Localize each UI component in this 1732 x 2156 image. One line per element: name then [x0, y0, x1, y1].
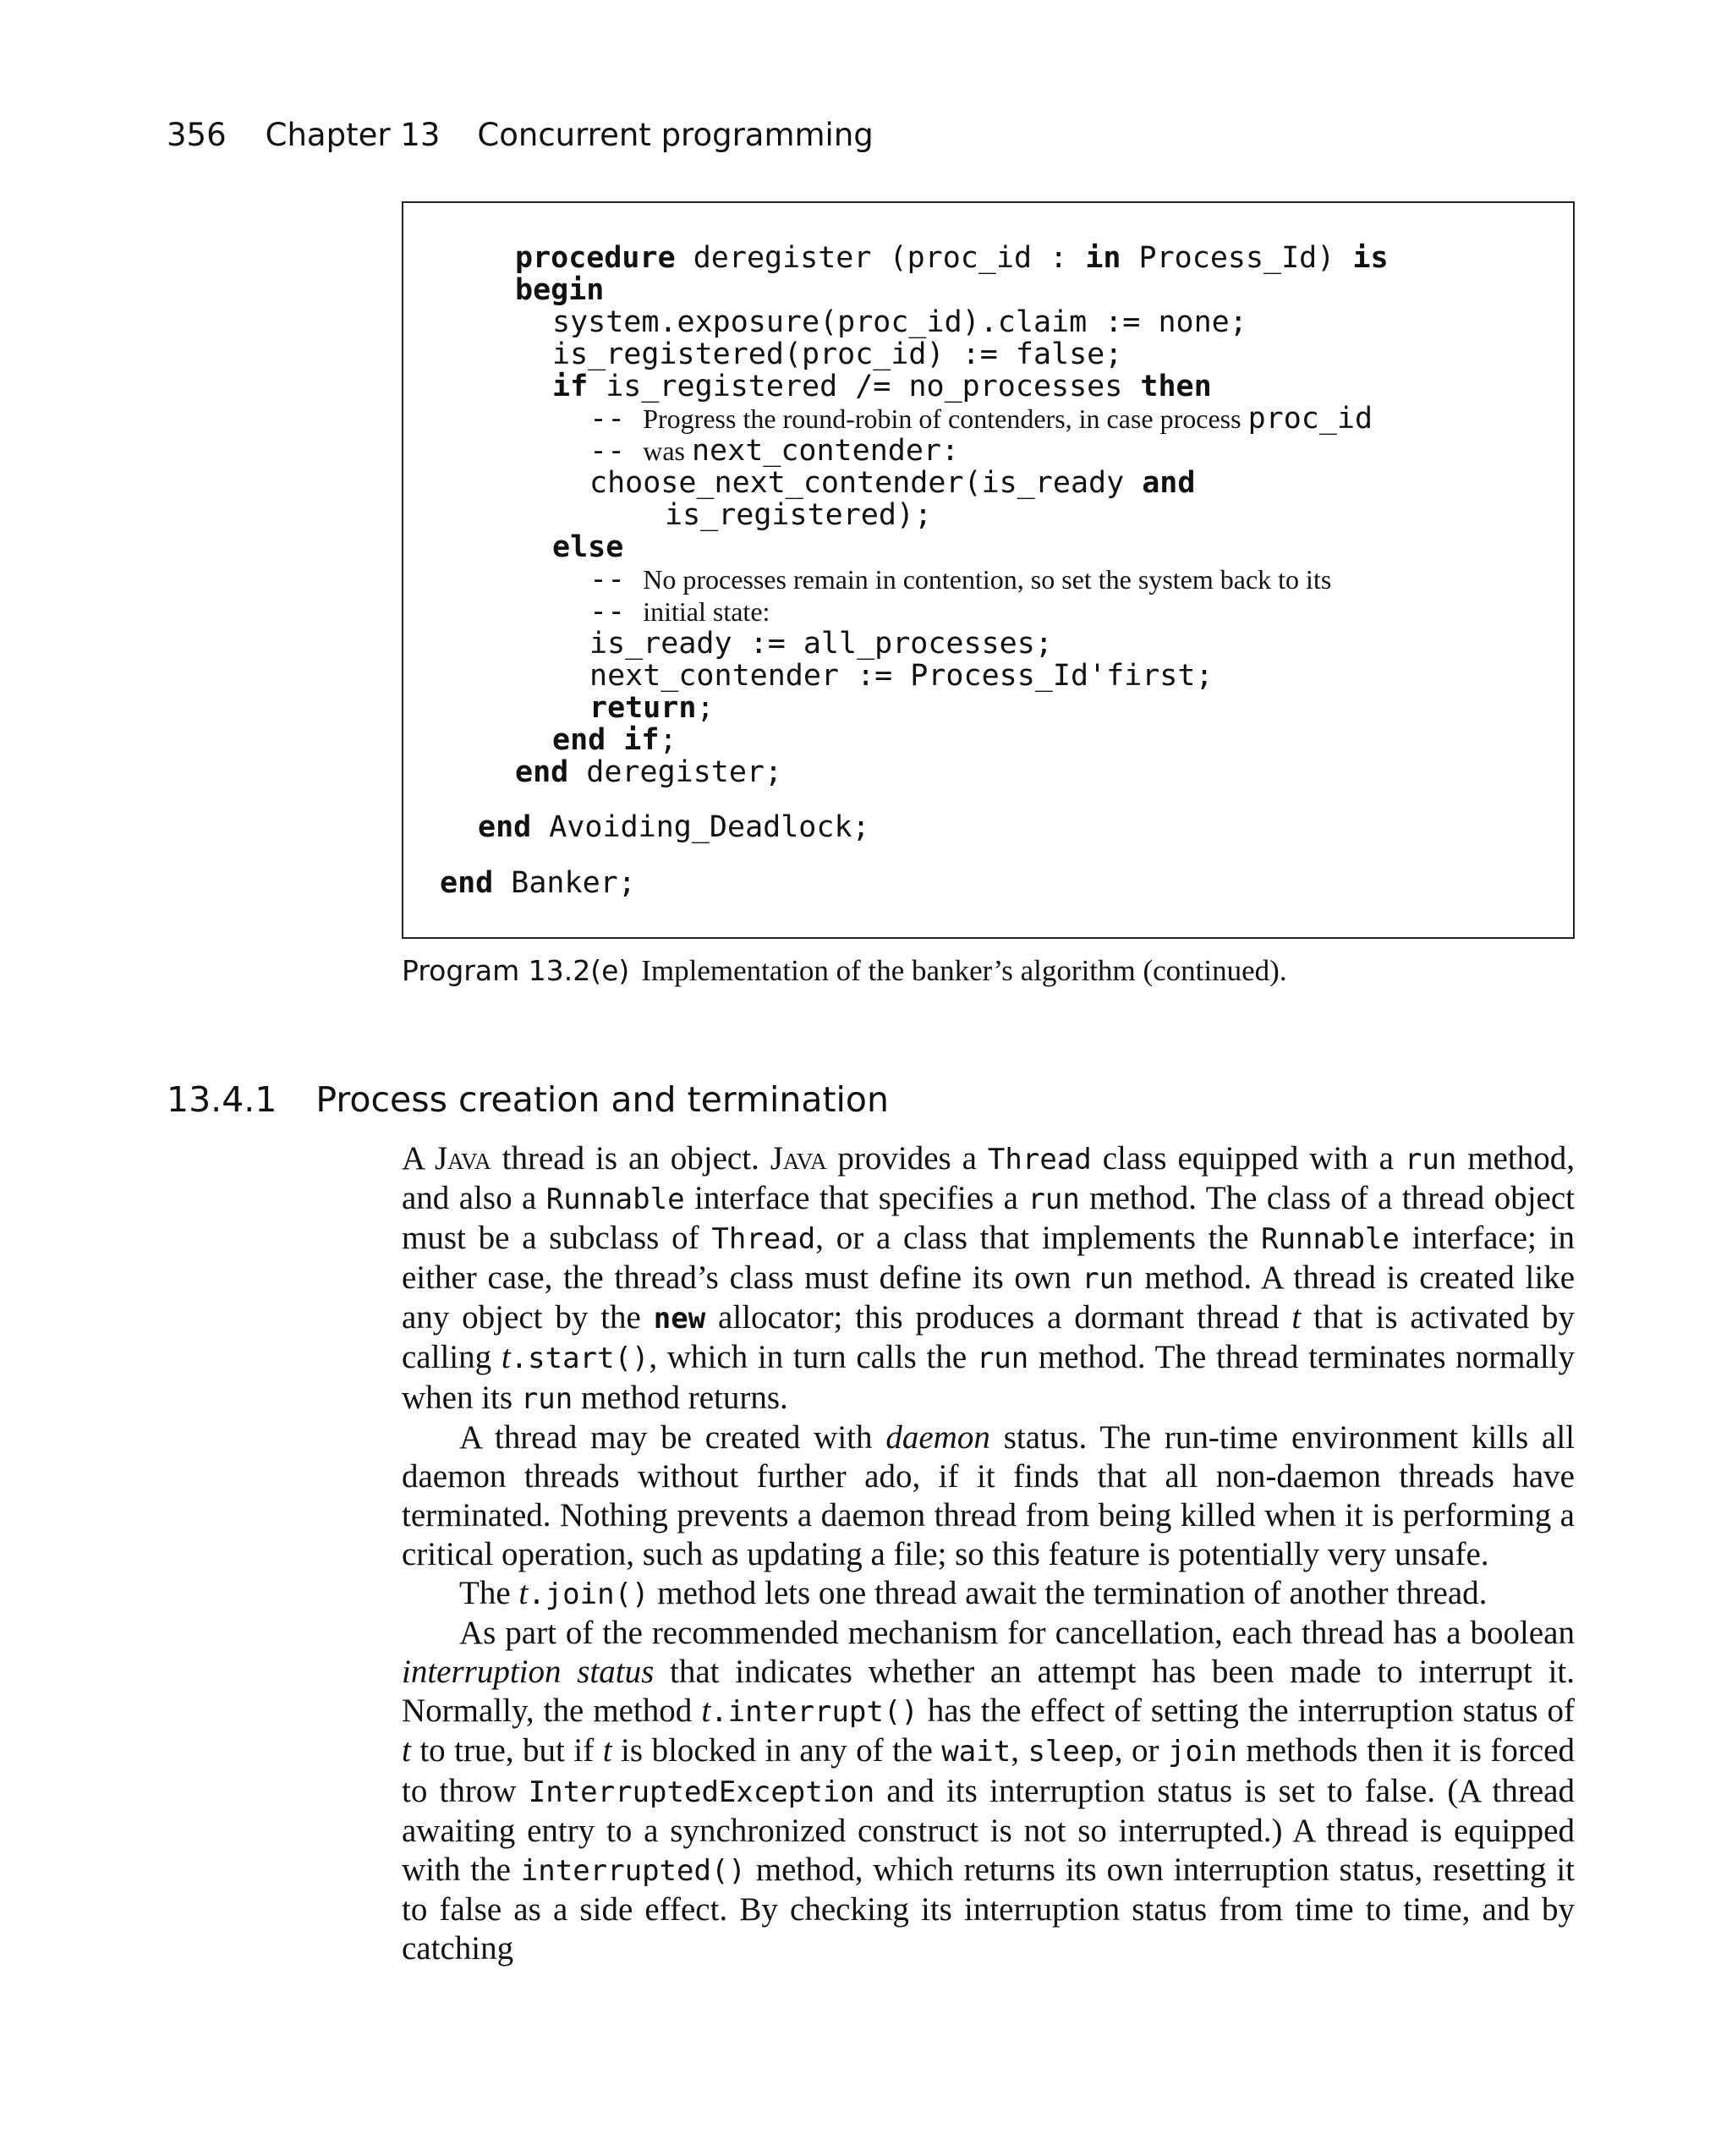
paragraph-1: A Java thread is an object. Java provides a Thread class equipped with a run method, and also a Runnable interface that specifies a run method. The class of a thread object must be a subclass of Thread, or a class that implements the Runnable interface; in either case, the thread’s class must define its own run method. A thread is created like any object by the new allocator; this produces a dormant thread t that is activated by calling t.start(), which in turn calls the run method. The thread terminates normally when its run method returns.	[402, 1140, 1576, 1416]
chapter-title: Concurrent programming	[477, 117, 874, 153]
code-line-9: is_registered);	[665, 498, 933, 532]
caption-text: Implementation of the banker’s algorithm (continued).	[641, 954, 1287, 987]
code-comment-4: -- initial state:	[589, 595, 770, 628]
code-comment-1: -- Progress the round-robin of contenders, in case process proc_id	[589, 402, 1373, 436]
code-line-2: begin	[515, 273, 605, 307]
code-line-5: if is_registered /= no_processes then	[552, 370, 1212, 403]
code-line-1: procedure deregister (proc_id : in Process_Id) is	[515, 241, 1389, 275]
code-line-17: end deregister;	[515, 755, 783, 789]
code-line-14: next_contender := Process_Id'first;	[589, 659, 1214, 693]
code-line-13: is_ready := all_processes;	[589, 627, 1053, 661]
section-title: Process creation and termination	[315, 1079, 889, 1120]
caption-label: Program 13.2(e)	[402, 954, 630, 987]
body-text	[402, 1139, 1575, 1968]
code-line-3: system.exposure(proc_id).claim := none;	[552, 305, 1247, 339]
code-comment-3: -- No processes remain in contention, so set the system back to its	[589, 562, 1332, 596]
running-head	[167, 117, 874, 153]
section-heading	[167, 1079, 889, 1120]
paragraph-2: A thread may be created with daemon status. The run-time environment kills all daemon threads without further ado, if it finds that all non-daemon threads have terminated. Nothing prevents a daemon thread from being killed when it is performing a critical operation, such as updating a file; so this feature is potentially very unsafe.	[402, 1418, 1575, 1572]
page-number: 356	[167, 117, 227, 153]
chapter-label: Chapter 13	[265, 117, 441, 153]
code-line-15: return;	[589, 691, 715, 725]
paragraph-3: The t.join() method lets one thread await the termination of another thread.	[459, 1575, 1488, 1612]
code-line-10: else	[552, 530, 624, 564]
code-line-4: is_registered(proc_id) := false;	[552, 337, 1123, 371]
code-line-8: choose_next_contender(is_ready and	[589, 466, 1196, 500]
program-caption	[402, 954, 1287, 988]
paragraph-4: As part of the recommended mechanism for cancellation, each thread has a boolean interruption status that indicates whether an attempt has been made to interrupt it. Normally, the method t.interrupt() has the effect of setting the interruption status of t to true, but if t is blocked in any of the wait, sleep, or join methods then it is forced to throw InterruptedException and its interruption status is set to false. (A thread awaiting entry to a synchronized construct is not so interrupted.) A thread is equipped with the interrupted() method, which returns its own interruption status, resetting it to false as a side effect. By checking its interruption status from time to time, and by catching	[402, 1615, 1576, 1967]
code-listing-box	[402, 201, 1575, 939]
section-number: 13.4.1	[167, 1079, 277, 1120]
code-line-19: end Banker;	[440, 866, 636, 900]
code-comment-2: -- was next_contender:	[589, 434, 960, 468]
code-line-18: end Avoiding_Deadlock;	[478, 810, 870, 844]
code-line-16: end if;	[552, 723, 677, 757]
